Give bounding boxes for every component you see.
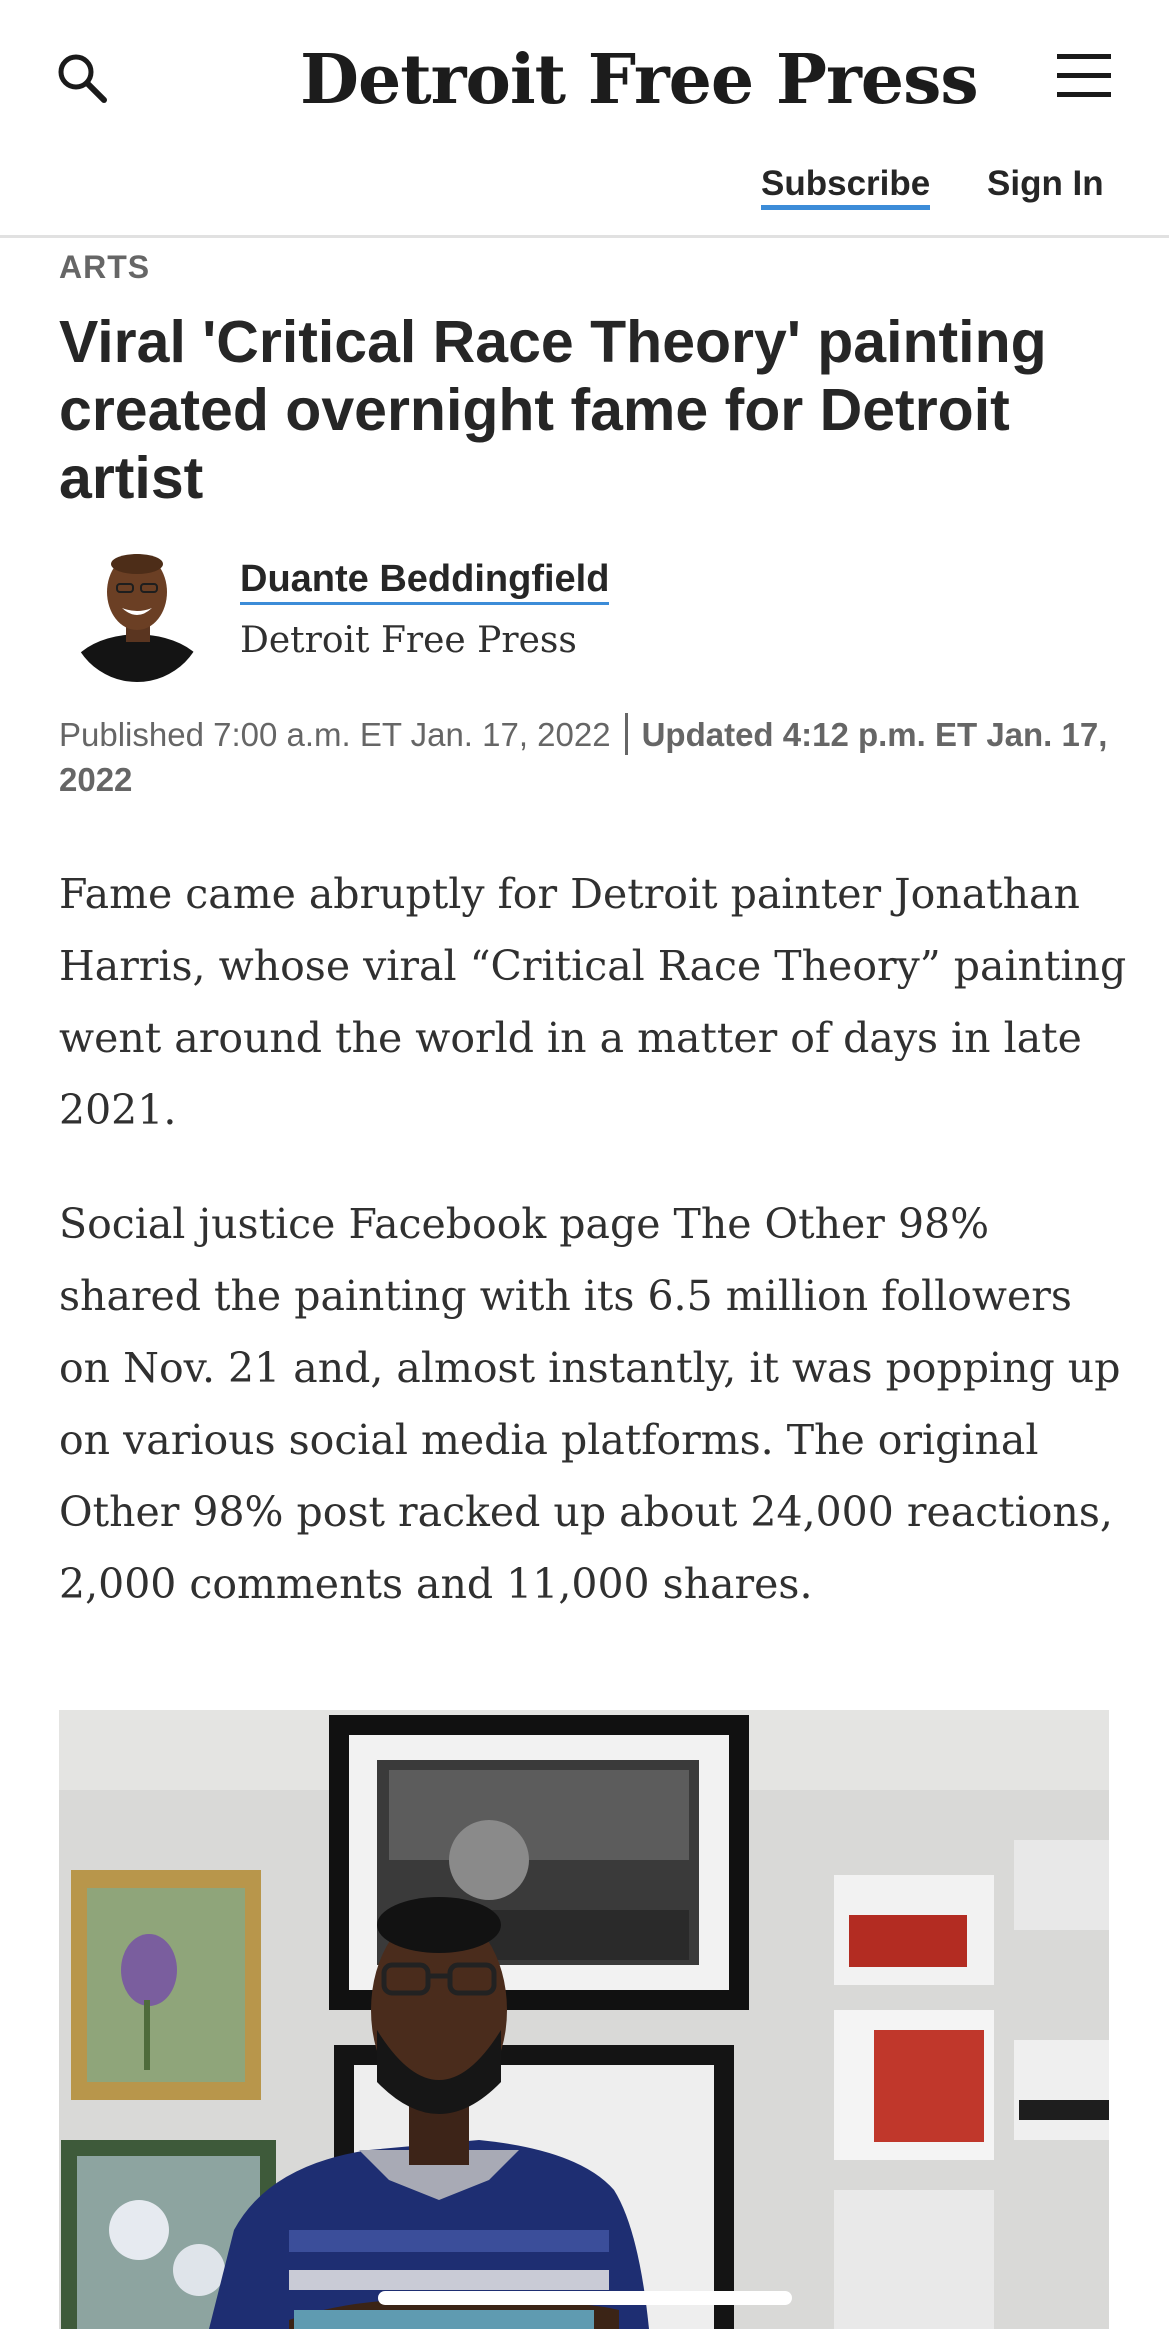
section-label[interactable]: ARTS [59,249,151,285]
menu-button[interactable] [1055,52,1113,100]
author-organization: Detroit Free Press [240,620,577,661]
article-photo[interactable] [59,1710,1109,2329]
author-avatar[interactable] [70,544,205,684]
article-dateline [59,712,1119,802]
hamburger-menu-icon [1055,52,1113,100]
article-headline: Viral 'Critical Race Theory' painting created overnight fame for Detroit artist [59,309,1047,511]
search-button[interactable] [54,50,114,110]
article-paragraph: Social justice Facebook page The Other 98% shared the painting with its 6.5 million followers on Nov. 21 and, almost instantly, it was popping up on various social media platforms. The original Other 98% post racked up about 24,000 reactions, 2,000 comments and 11,000 shares. [59,1200,1121,1608]
sign-in-link[interactable]: Sign In [987,164,1104,203]
dateline-separator [625,713,628,755]
subscribe-link[interactable]: Subscribe [761,164,930,210]
home-indicator [378,2291,792,2305]
search-icon [54,50,114,110]
site-header [0,0,1169,238]
author-name-link[interactable]: Duante Beddingfield [240,556,609,605]
updated-time: Updated 4:12 p.m. ET Jan. 17, 2022 [59,716,1108,798]
site-logo[interactable]: Detroit Free Press [300,40,978,120]
published-time: Published 7:00 a.m. ET Jan. 17, 2022 [59,716,611,753]
article-paragraph: Fame came abruptly for Detroit painter Jonathan Harris, whose viral “Critical Race Theory” painting went around the world in a matter of days in late 2021. [59,870,1127,1134]
